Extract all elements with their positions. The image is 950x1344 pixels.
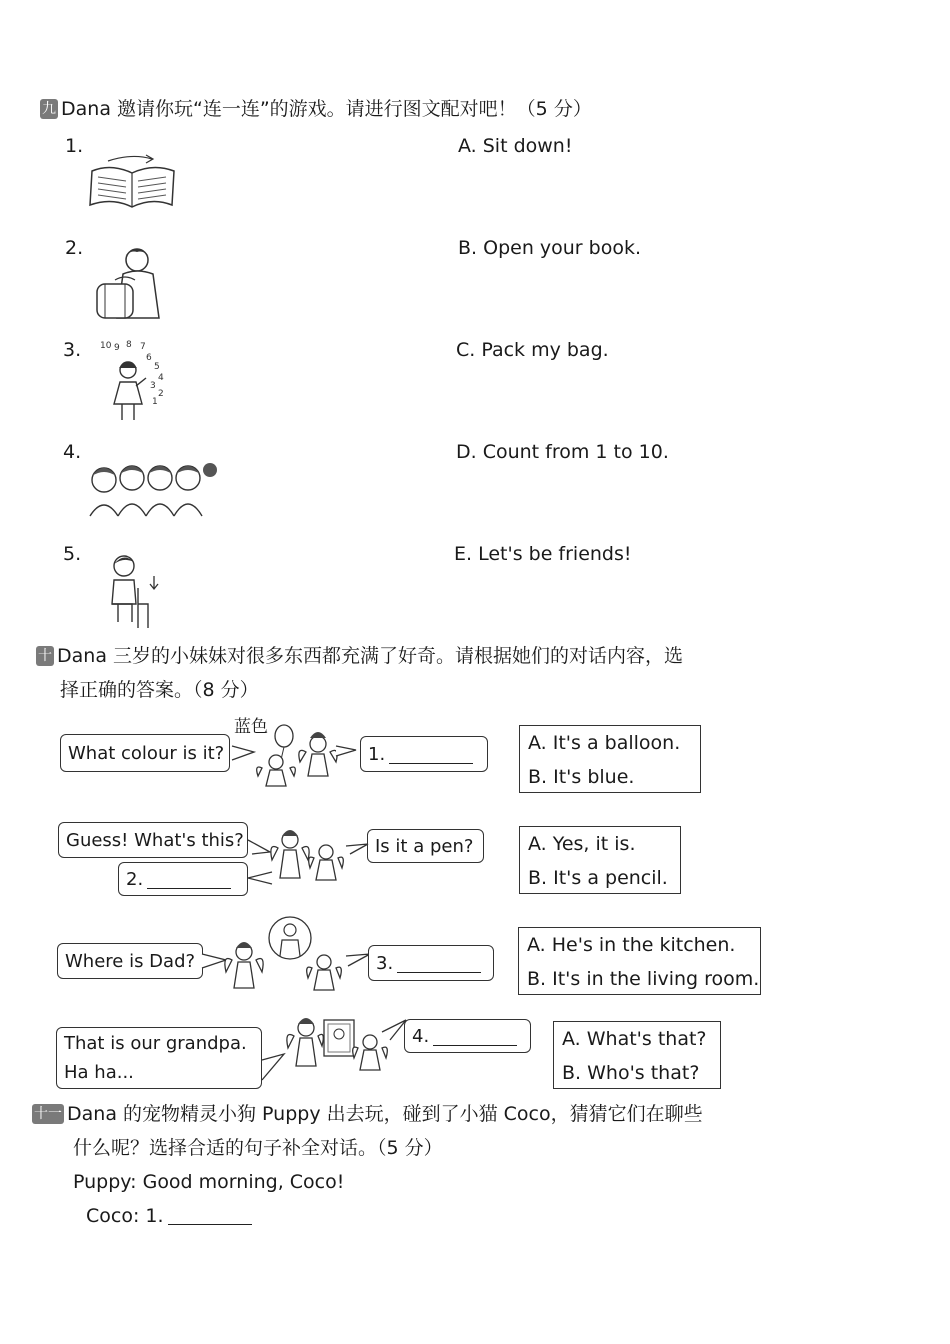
section10-instruction-line2: 择正确的答案。（8 分） xyxy=(60,679,259,701)
option-a-sit-down: A. Sit down! xyxy=(458,135,573,157)
option-e-friends: E. Let's be friends! xyxy=(454,543,632,565)
count-number: 9 xyxy=(114,343,120,353)
dialog2-reply-bubble xyxy=(367,829,484,863)
dialog3-option-a: A. He's in the kitchen. xyxy=(527,934,736,956)
section11-badge: 十一 xyxy=(34,1106,62,1122)
picture-number-4: 4. xyxy=(63,441,82,463)
section10-instruction-line1: Dana 三岁的小妹妹对很多东西都充满了好奇。请根据她们的对话内容，选 xyxy=(57,645,683,667)
dialog3-options-box xyxy=(518,927,761,995)
boy-pack-bag-icon xyxy=(95,244,167,320)
section10-title xyxy=(36,645,683,668)
dialog1-question-text: What colour is it? xyxy=(68,742,225,764)
count-number: 7 xyxy=(140,342,146,352)
count-number: 3 xyxy=(150,381,156,391)
dialog2-option-b: B. It's a pencil. xyxy=(528,867,668,889)
count-number: 10 xyxy=(100,341,112,351)
dialog1-answer-bubble[interactable] xyxy=(360,736,488,772)
dialog1-question-bubble xyxy=(60,734,230,772)
section9-title xyxy=(40,98,592,121)
boy-sitting-icon xyxy=(104,552,166,630)
dialog2-reply-text: Is it a pen? xyxy=(375,835,474,857)
girl-counting-icon xyxy=(98,338,170,424)
dialog2-option-a: A. Yes, it is. xyxy=(528,833,636,855)
count-number: 1 xyxy=(152,397,158,407)
dialog1-options-box xyxy=(519,725,701,793)
count-number: 5 xyxy=(154,362,160,372)
dialogue-line-puppy: Puppy: Good morning, Coco! xyxy=(73,1171,345,1193)
dialog1-answer-number: 1. xyxy=(368,743,386,765)
option-d-count: D. Count from 1 to 10. xyxy=(456,441,669,463)
section11-instruction-line2: 什么呢？选择合适的句子补全对话。（5 分） xyxy=(73,1137,443,1159)
section9-instruction: Dana 邀请你玩“连一连”的游戏。请进行图文配对吧！（5 分） xyxy=(61,98,592,120)
fairies-grandpa-icon xyxy=(260,1014,406,1090)
dialog1-option-a: A. It's a balloon. xyxy=(528,732,681,754)
dialog4-option-a: A. What's that? xyxy=(562,1028,707,1050)
dialog2-answer-blank[interactable] xyxy=(147,870,231,889)
count-number: 6 xyxy=(146,353,152,363)
section11-title xyxy=(32,1103,703,1126)
dialog1-option-b: B. It's blue. xyxy=(528,766,635,788)
count-number: 8 xyxy=(126,340,132,350)
count-number: 4 xyxy=(158,373,164,383)
fairies-guess-icon xyxy=(244,824,368,900)
dialog3-answer-bubble[interactable] xyxy=(368,945,494,981)
dialog1-note: 蓝色 xyxy=(234,717,268,737)
dialog3-question-bubble xyxy=(57,943,203,979)
dialog2-question-text: Guess! What's this? xyxy=(66,829,244,851)
picture-number-5: 5. xyxy=(63,543,82,565)
dialog4-answer-bubble[interactable] xyxy=(404,1019,531,1053)
dialog4-statement-bubble xyxy=(56,1027,262,1089)
coco-answer-number: Coco: 1. xyxy=(86,1205,164,1227)
dialog2-question-bubble xyxy=(58,822,248,858)
dialog3-answer-blank[interactable] xyxy=(397,954,481,973)
children-group-icon xyxy=(86,460,220,516)
picture-number-3: 3. xyxy=(63,339,82,361)
open-book-icon xyxy=(86,155,178,213)
count-number: 2 xyxy=(158,389,164,399)
coco-answer-blank[interactable] xyxy=(168,1206,252,1225)
dialog4-statement-line2: Ha ha... xyxy=(64,1062,134,1083)
dialog2-answer-bubble[interactable] xyxy=(118,862,248,896)
dialog2-answer-number: 2. xyxy=(126,868,144,890)
dialog4-options-box xyxy=(553,1021,721,1089)
picture-number-2: 2. xyxy=(65,237,84,259)
dialog4-option-b: B. Who's that? xyxy=(562,1062,700,1084)
dialog4-statement-line1: That is our grandpa. xyxy=(64,1033,247,1054)
option-b-open-book: B. Open your book. xyxy=(458,237,642,259)
dialog3-question-text: Where is Dad? xyxy=(65,950,196,972)
section9-badge: 九 xyxy=(42,101,56,117)
dialog2-options-box xyxy=(519,826,681,894)
option-c-pack-bag: C. Pack my bag. xyxy=(456,339,609,361)
section10-badge: 十 xyxy=(38,648,52,664)
dialog4-answer-number: 4. xyxy=(412,1025,430,1047)
dialogue-line-coco xyxy=(86,1205,252,1228)
picture-number-1: 1. xyxy=(65,135,84,157)
dialog4-answer-blank[interactable] xyxy=(433,1027,517,1046)
fairies-dad-icon xyxy=(200,916,372,1004)
dialog3-option-b: B. It's in the living room. xyxy=(527,968,760,990)
fairies-balloon-icon xyxy=(232,724,360,796)
dialog3-answer-number: 3. xyxy=(376,952,394,974)
dialog1-answer-blank[interactable] xyxy=(389,745,473,764)
section11-instruction-line1: Dana 的宠物精灵小狗 Puppy 出去玩，碰到了小猫 Coco，猜猜它们在聊些 xyxy=(67,1103,703,1125)
